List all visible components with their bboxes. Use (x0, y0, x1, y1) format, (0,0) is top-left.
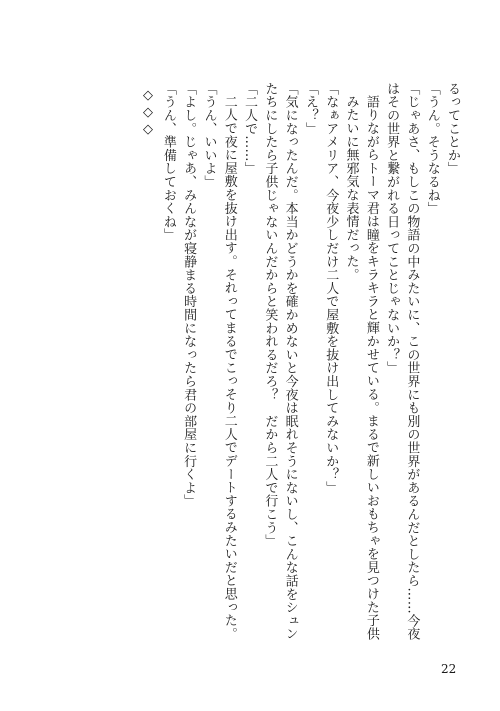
text-line: 「なぁアメリア、今夜少しだけ二人で屋敷を抜け出してみないか？」 (323, 82, 339, 495)
text-line: るってことか」 (445, 82, 460, 176)
text-line: 「じゃあさ、もしこの物語の中みたいに、この世界にも別の世界があるんだとしたら……今夜はその世界と繋がれる日ってことじゃないか？」 (384, 82, 420, 641)
text-line: 「うん。そうなるね」 (424, 82, 440, 215)
scene-break: ◇◇◇ (140, 88, 156, 139)
text-line: 「え？」 (302, 82, 318, 136)
text-line: 「気になったんだ。本当かどうかを確かめないと今夜は眠れそうにないし、こんな話をシュンたちにしたら子供じゃないんだからと笑われるだろ？ だから二人で行こう」 (262, 82, 298, 641)
page-number: 22 (441, 662, 457, 676)
text-line: 「二人で……」 (242, 82, 258, 176)
text-line: 「うん、準備しておくね」 (160, 82, 176, 242)
text-line: 「うん、いいよ」 (201, 82, 217, 189)
vertical-text-block (137, 82, 462, 642)
text-line: 「よし。じゃあ、みんなが寝静まる時間になったら君の部屋に行くよ」 (181, 82, 197, 508)
text-line: 語りながらトーマ君は瞳をキラキラと輝かせている。まるで新しいおもちゃを見つけた子供みたいに無邪気な表情だった。 (343, 95, 379, 641)
text-line: 二人で夜に屋敷を抜け出す。それってまるでこっそり二人でデートするみたいだと思った。 (221, 95, 237, 641)
